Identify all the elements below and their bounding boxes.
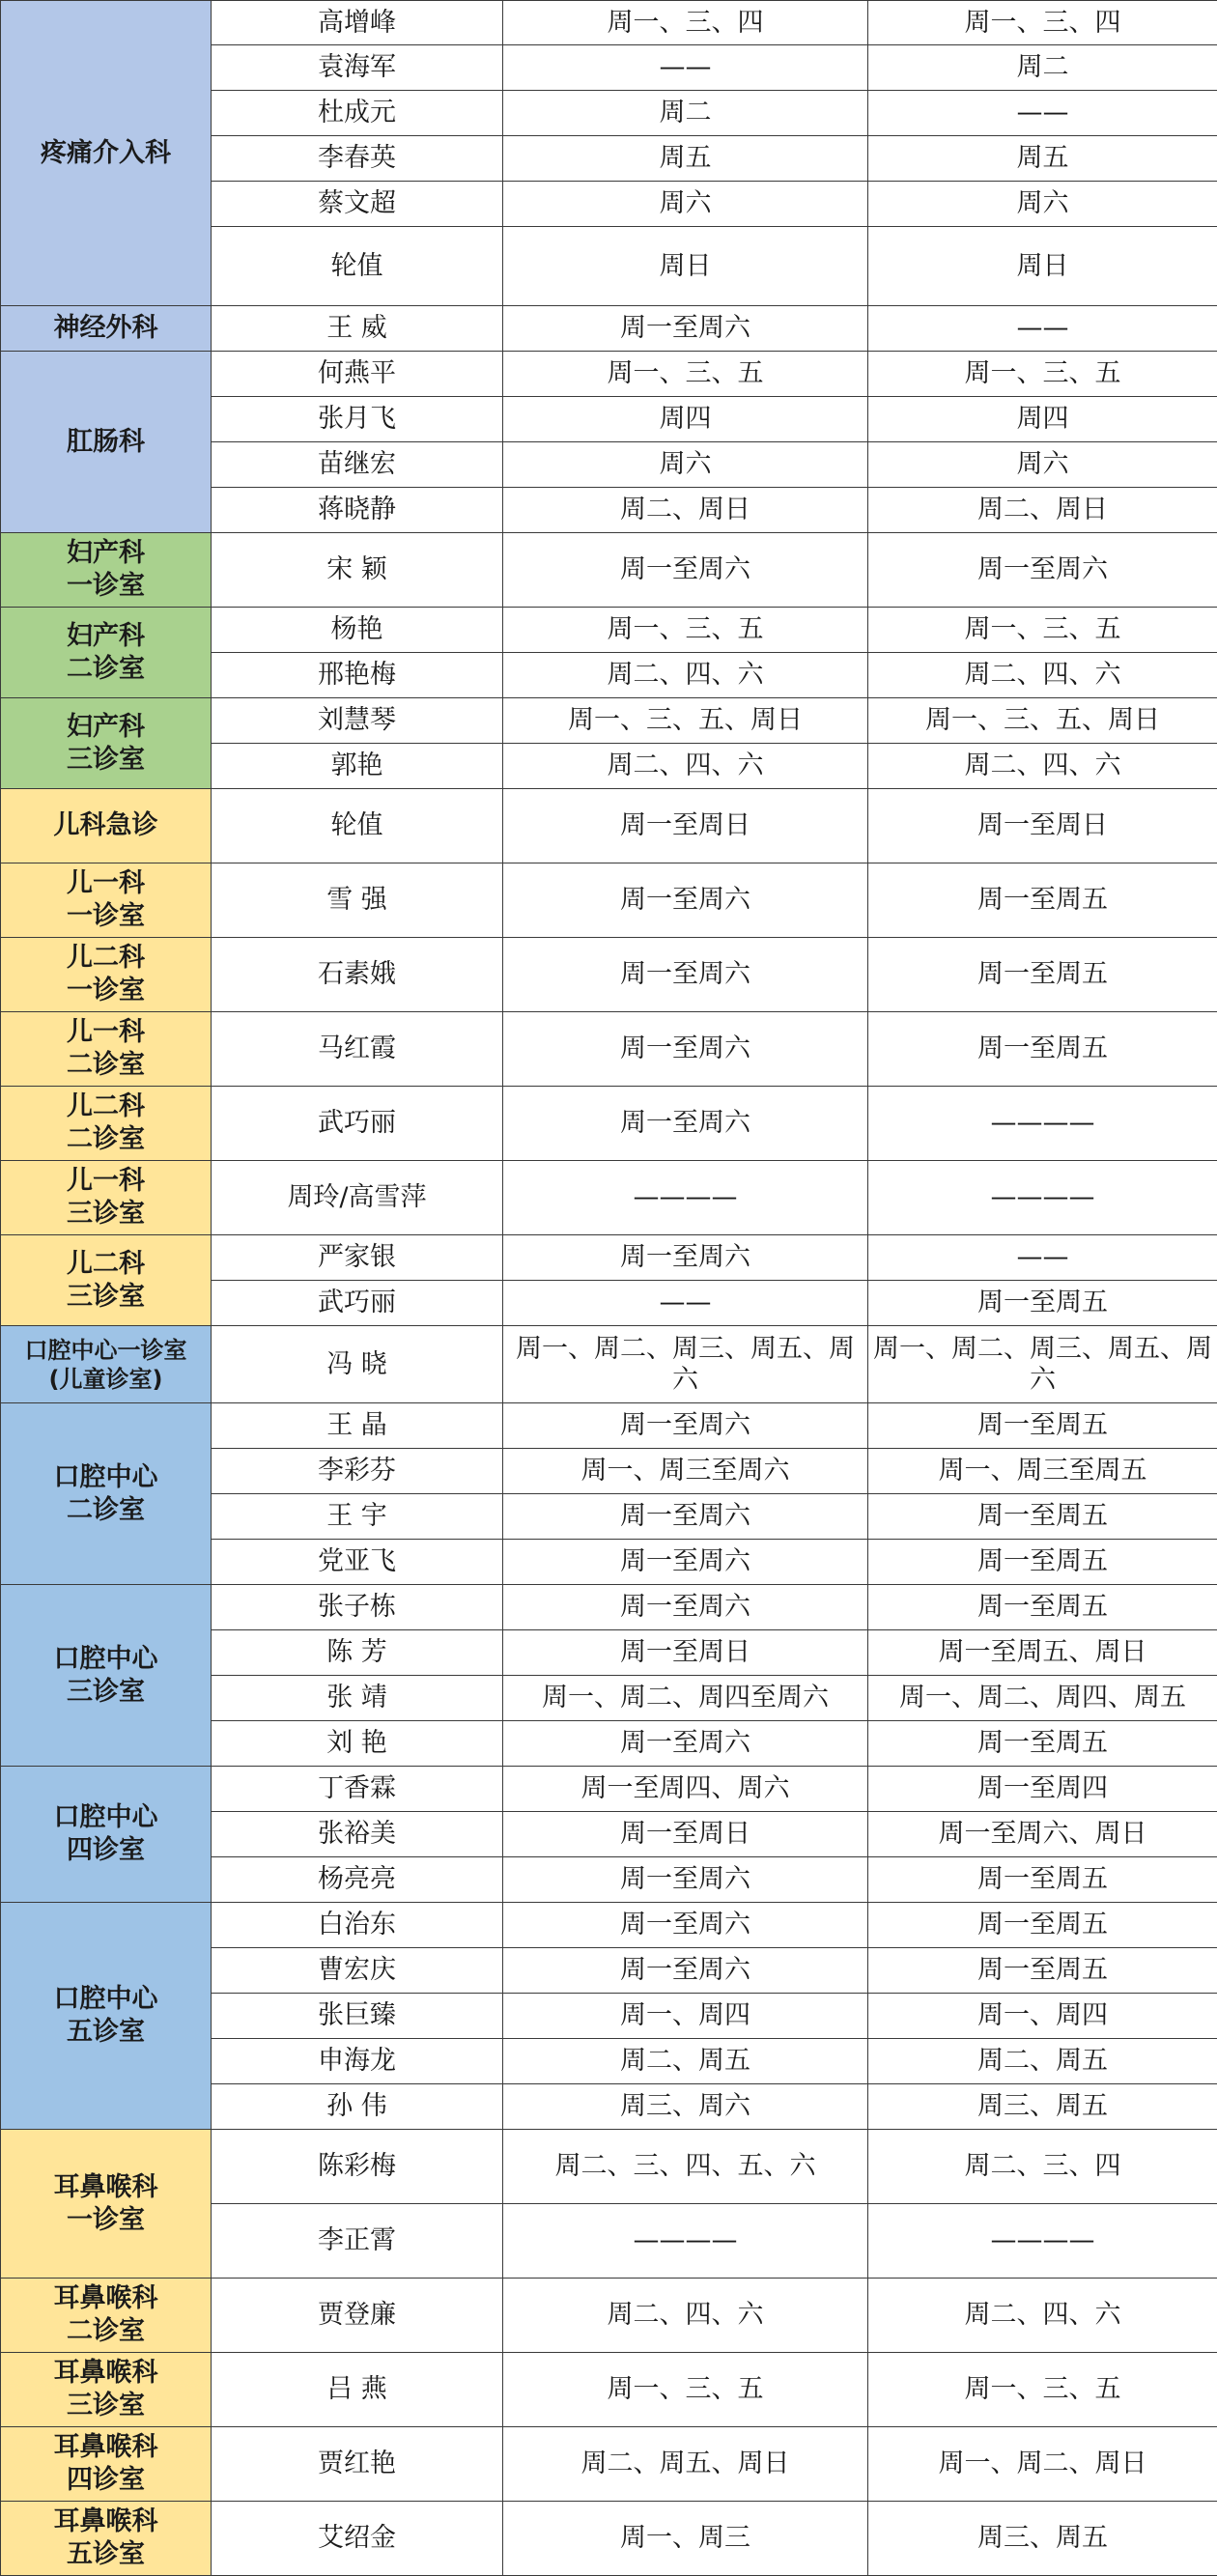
- table-row: [1, 1403, 1217, 1449]
- doctor-name-cell: 曹宏庆: [212, 1948, 503, 1994]
- schedule-cell-col2: 周二、四、六: [868, 653, 1217, 698]
- doctor-name-cell: 宋 颖: [212, 533, 503, 608]
- schedule-cell-col1: 周一、周三至周六: [503, 1449, 868, 1494]
- schedule-cell-col2: 周三、周五: [868, 2084, 1217, 2130]
- schedule-cell-col2: 周一、三、五: [868, 352, 1217, 397]
- department-cell: 疼痛介入科: [1, 1, 212, 306]
- doctor-name-cell: 贾登廉: [212, 2279, 503, 2353]
- schedule-cell-col2: 周一至周五: [868, 1903, 1217, 1948]
- doctor-name-cell: 严家银: [212, 1235, 503, 1281]
- table-row: [1, 1585, 1217, 1630]
- schedule-cell-col2: ————: [868, 1087, 1217, 1161]
- schedule-cell-col1: 周四: [503, 397, 868, 442]
- doctor-name-cell: 轮值: [212, 789, 503, 863]
- schedule-cell-col1: 周一至周六: [503, 1494, 868, 1540]
- doctor-name-cell: 周玲/高雪萍: [212, 1161, 503, 1235]
- schedule-cell-col1: 周一至周日: [503, 1812, 868, 1857]
- schedule-cell-col2: 周一、三、五、周日: [868, 698, 1217, 744]
- table-row: [1, 2353, 1217, 2427]
- schedule-cell-col1: 周一、周二、周四至周六: [503, 1676, 868, 1721]
- doctor-name-cell: 张 靖: [212, 1676, 503, 1721]
- doctor-name-cell: 马红霞: [212, 1012, 503, 1087]
- schedule-cell-col2: 周一至周五: [868, 863, 1217, 938]
- doctor-name-cell: 陈彩梅: [212, 2130, 503, 2204]
- schedule-cell-col1: 周五: [503, 136, 868, 182]
- schedule-cell-col2: 周二: [868, 45, 1217, 91]
- schedule-cell-col1: ————: [503, 1161, 868, 1235]
- schedule-cell-col2: 周一、三、五: [868, 608, 1217, 653]
- doctor-name-cell: 高增峰: [212, 1, 503, 45]
- table-row: [1, 608, 1217, 653]
- schedule-cell-col1: 周一、三、五、周日: [503, 698, 868, 744]
- schedule-cell-col1: ——: [503, 1281, 868, 1326]
- doctor-name-cell: 王 晶: [212, 1403, 503, 1449]
- table-row: [1, 1326, 1217, 1403]
- schedule-cell-col2: 周一至周五: [868, 1403, 1217, 1449]
- schedule-cell-col1: 周一、周四: [503, 1994, 868, 2039]
- schedule-cell-col2: 周一至周五: [868, 1721, 1217, 1767]
- schedule-cell-col2: 周二、周五: [868, 2039, 1217, 2084]
- table-row: [1, 938, 1217, 1012]
- schedule-cell-col2: 周一、周二、周四、周五: [868, 1676, 1217, 1721]
- doctor-name-cell: 石素娥: [212, 938, 503, 1012]
- department-cell: 儿科急诊: [1, 789, 212, 863]
- schedule-cell-col1: 周一、三、五: [503, 352, 868, 397]
- schedule-cell-col2: 周一至周六: [868, 533, 1217, 608]
- schedule-cell-col2: 周一至周五: [868, 938, 1217, 1012]
- schedule-cell-col1: 周一至周六: [503, 938, 868, 1012]
- department-cell: 耳鼻喉科 二诊室: [1, 2279, 212, 2353]
- schedule-cell-col2: 周一至周五: [868, 1585, 1217, 1630]
- doctor-name-cell: 邢艳梅: [212, 653, 503, 698]
- schedule-cell-col1: 周一至周六: [503, 863, 868, 938]
- schedule-cell-col1: 周一至周六: [503, 1857, 868, 1903]
- doctor-name-cell: 吕 燕: [212, 2353, 503, 2427]
- schedule-cell-col1: 周一至周日: [503, 1630, 868, 1676]
- schedule-cell-col2: ————: [868, 1161, 1217, 1235]
- schedule-cell-col1: 周三、周六: [503, 2084, 868, 2130]
- schedule-cell-col1: 周一至周六: [503, 1540, 868, 1585]
- table-row: [1, 1, 1217, 45]
- schedule-cell-col1: 周一、三、五: [503, 608, 868, 653]
- department-cell: 肛肠科: [1, 352, 212, 533]
- table-row: [1, 2502, 1217, 2576]
- doctor-name-cell: 杨艳: [212, 608, 503, 653]
- department-cell: 耳鼻喉科 三诊室: [1, 2353, 212, 2427]
- schedule-cell-col2: 周四: [868, 397, 1217, 442]
- schedule-cell-col2: 周一至周六、周日: [868, 1812, 1217, 1857]
- department-cell: 口腔中心一诊室 (儿童诊室): [1, 1326, 212, 1403]
- department-cell: 儿一科 二诊室: [1, 1012, 212, 1087]
- schedule-cell-col2: 周一、周二、周三、周五、周六: [868, 1326, 1217, 1403]
- doctor-name-cell: 张巨臻: [212, 1994, 503, 2039]
- schedule-cell-col1: 周一至周六: [503, 1721, 868, 1767]
- department-cell: 耳鼻喉科 四诊室: [1, 2427, 212, 2502]
- schedule-cell-col2: 周日: [868, 227, 1217, 306]
- doctor-name-cell: 艾绍金: [212, 2502, 503, 2576]
- department-cell: 口腔中心 二诊室: [1, 1403, 212, 1585]
- doctor-name-cell: 申海龙: [212, 2039, 503, 2084]
- schedule-cell-col2: 周三、周五: [868, 2502, 1217, 2576]
- doctor-name-cell: 武巧丽: [212, 1281, 503, 1326]
- schedule-body: [1, 1, 1217, 2576]
- doctor-name-cell: 何燕平: [212, 352, 503, 397]
- doctor-name-cell: 张月飞: [212, 397, 503, 442]
- doctor-name-cell: 党亚飞: [212, 1540, 503, 1585]
- schedule-cell-col1: 周一至周日: [503, 789, 868, 863]
- department-cell: 儿二科 三诊室: [1, 1235, 212, 1326]
- schedule-cell-col1: 周二、三、四、五、六: [503, 2130, 868, 2204]
- doctor-name-cell: 冯 晓: [212, 1326, 503, 1403]
- table-row: [1, 1161, 1217, 1235]
- doctor-name-cell: 轮值: [212, 227, 503, 306]
- table-row: [1, 2427, 1217, 2502]
- schedule-cell-col2: 周一至周五: [868, 1012, 1217, 1087]
- doctor-name-cell: 张子栋: [212, 1585, 503, 1630]
- schedule-cell-col2: 周一至周日: [868, 789, 1217, 863]
- schedule-cell-col2: 周一、三、四: [868, 1, 1217, 45]
- schedule-cell-col1: 周一至周四、周六: [503, 1767, 868, 1812]
- schedule-cell-col1: ————: [503, 2204, 868, 2279]
- schedule-cell-col2: ————: [868, 2204, 1217, 2279]
- schedule-cell-col1: 周日: [503, 227, 868, 306]
- schedule-cell-col1: 周六: [503, 442, 868, 488]
- schedule-cell-col2: 周一至周五: [868, 1281, 1217, 1326]
- schedule-cell-col1: 周二: [503, 91, 868, 136]
- table-row: [1, 306, 1217, 352]
- schedule-cell-col2: 周二、四、六: [868, 2279, 1217, 2353]
- doctor-name-cell: 雪 强: [212, 863, 503, 938]
- table-row: [1, 1235, 1217, 1281]
- department-cell: 妇产科 一诊室: [1, 533, 212, 608]
- doctor-name-cell: 王 威: [212, 306, 503, 352]
- table-row: [1, 1012, 1217, 1087]
- schedule-cell-col2: 周一至周五: [868, 1540, 1217, 1585]
- schedule-cell-col2: 周一、三、五: [868, 2353, 1217, 2427]
- department-cell: 儿一科 一诊室: [1, 863, 212, 938]
- schedule-cell-col1: 周二、四、六: [503, 653, 868, 698]
- schedule-cell-col1: 周一至周六: [503, 1585, 868, 1630]
- schedule-cell-col2: 周一至周五: [868, 1494, 1217, 1540]
- schedule-cell-col2: 周一、周四: [868, 1994, 1217, 2039]
- doctor-name-cell: 李彩芬: [212, 1449, 503, 1494]
- doctor-name-cell: 李正霄: [212, 2204, 503, 2279]
- table-row: [1, 352, 1217, 397]
- doctor-name-cell: 苗继宏: [212, 442, 503, 488]
- department-cell: 儿二科 二诊室: [1, 1087, 212, 1161]
- doctor-name-cell: 蔡文超: [212, 182, 503, 227]
- department-cell: 耳鼻喉科 五诊室: [1, 2502, 212, 2576]
- doctor-name-cell: 丁香霖: [212, 1767, 503, 1812]
- schedule-cell-col1: 周一、三、四: [503, 1, 868, 45]
- doctor-name-cell: 杨亮亮: [212, 1857, 503, 1903]
- department-cell: 神经外科: [1, 306, 212, 352]
- table-row: [1, 698, 1217, 744]
- department-cell: 口腔中心 四诊室: [1, 1767, 212, 1903]
- schedule-cell-col2: 周一、周三至周五: [868, 1449, 1217, 1494]
- doctor-name-cell: 刘 艳: [212, 1721, 503, 1767]
- department-cell: 口腔中心 三诊室: [1, 1585, 212, 1767]
- doctor-name-cell: 郭艳: [212, 744, 503, 789]
- doctor-name-cell: 贾红艳: [212, 2427, 503, 2502]
- schedule-cell-col1: 周一、周二、周三、周五、周六: [503, 1326, 868, 1403]
- schedule-cell-col1: 周二、周日: [503, 488, 868, 533]
- doctor-name-cell: 王 宇: [212, 1494, 503, 1540]
- doctor-name-cell: 白治东: [212, 1903, 503, 1948]
- schedule-cell-col1: 周一至周六: [503, 1948, 868, 1994]
- schedule-cell-col2: ——: [868, 306, 1217, 352]
- schedule-cell-col2: 周五: [868, 136, 1217, 182]
- schedule-cell-col2: ——: [868, 1235, 1217, 1281]
- doctor-name-cell: 陈 芳: [212, 1630, 503, 1676]
- schedule-cell-col1: 周一至周六: [503, 1012, 868, 1087]
- department-cell: 耳鼻喉科 一诊室: [1, 2130, 212, 2279]
- schedule-cell-col1: 周一至周六: [503, 306, 868, 352]
- schedule-cell-col2: 周二、周日: [868, 488, 1217, 533]
- doctor-name-cell: 蒋晓静: [212, 488, 503, 533]
- doctor-name-cell: 李春英: [212, 136, 503, 182]
- doctor-name-cell: 武巧丽: [212, 1087, 503, 1161]
- schedule-cell-col2: 周一至周五、周日: [868, 1630, 1217, 1676]
- table-row: [1, 533, 1217, 608]
- schedule-cell-col1: 周一至周六: [503, 1403, 868, 1449]
- schedule-cell-col2: 周一至周五: [868, 1857, 1217, 1903]
- table-row: [1, 789, 1217, 863]
- table-row: [1, 1767, 1217, 1812]
- table-row: [1, 2130, 1217, 2204]
- schedule-cell-col1: 周一至周六: [503, 533, 868, 608]
- schedule-cell-col2: 周六: [868, 442, 1217, 488]
- schedule-cell-col1: 周二、周五、周日: [503, 2427, 868, 2502]
- schedule-cell-col1: 周一至周六: [503, 1087, 868, 1161]
- schedule-cell-col2: 周六: [868, 182, 1217, 227]
- schedule-cell-col1: 周一至周六: [503, 1235, 868, 1281]
- department-cell: 儿一科 三诊室: [1, 1161, 212, 1235]
- schedule-cell-col1: 周一至周六: [503, 1903, 868, 1948]
- schedule-cell-col2: 周二、四、六: [868, 744, 1217, 789]
- schedule-cell-col1: 周六: [503, 182, 868, 227]
- table-row: [1, 1087, 1217, 1161]
- schedule-cell-col1: 周二、周五: [503, 2039, 868, 2084]
- doctor-name-cell: 刘慧琴: [212, 698, 503, 744]
- schedule-cell-col2: 周一至周四: [868, 1767, 1217, 1812]
- doctor-name-cell: 张裕美: [212, 1812, 503, 1857]
- table-row: [1, 1903, 1217, 1948]
- schedule-cell-col1: 周二、四、六: [503, 744, 868, 789]
- department-cell: 儿二科 一诊室: [1, 938, 212, 1012]
- schedule-cell-col2: 周一、周二、周日: [868, 2427, 1217, 2502]
- department-cell: 口腔中心 五诊室: [1, 1903, 212, 2130]
- department-cell: 妇产科 三诊室: [1, 698, 212, 789]
- schedule-cell-col1: ——: [503, 45, 868, 91]
- doctor-name-cell: 袁海军: [212, 45, 503, 91]
- schedule-cell-col2: 周二、三、四: [868, 2130, 1217, 2204]
- table-row: [1, 863, 1217, 938]
- doctor-name-cell: 孙 伟: [212, 2084, 503, 2130]
- table-row: [1, 2279, 1217, 2353]
- schedule-cell-col1: 周一、周三: [503, 2502, 868, 2576]
- doctor-name-cell: 杜成元: [212, 91, 503, 136]
- department-cell: 妇产科 二诊室: [1, 608, 212, 698]
- schedule-cell-col2: 周一至周五: [868, 1948, 1217, 1994]
- schedule-cell-col1: 周一、三、五: [503, 2353, 868, 2427]
- schedule-cell-col2: ——: [868, 91, 1217, 136]
- schedule-cell-col1: 周二、四、六: [503, 2279, 868, 2353]
